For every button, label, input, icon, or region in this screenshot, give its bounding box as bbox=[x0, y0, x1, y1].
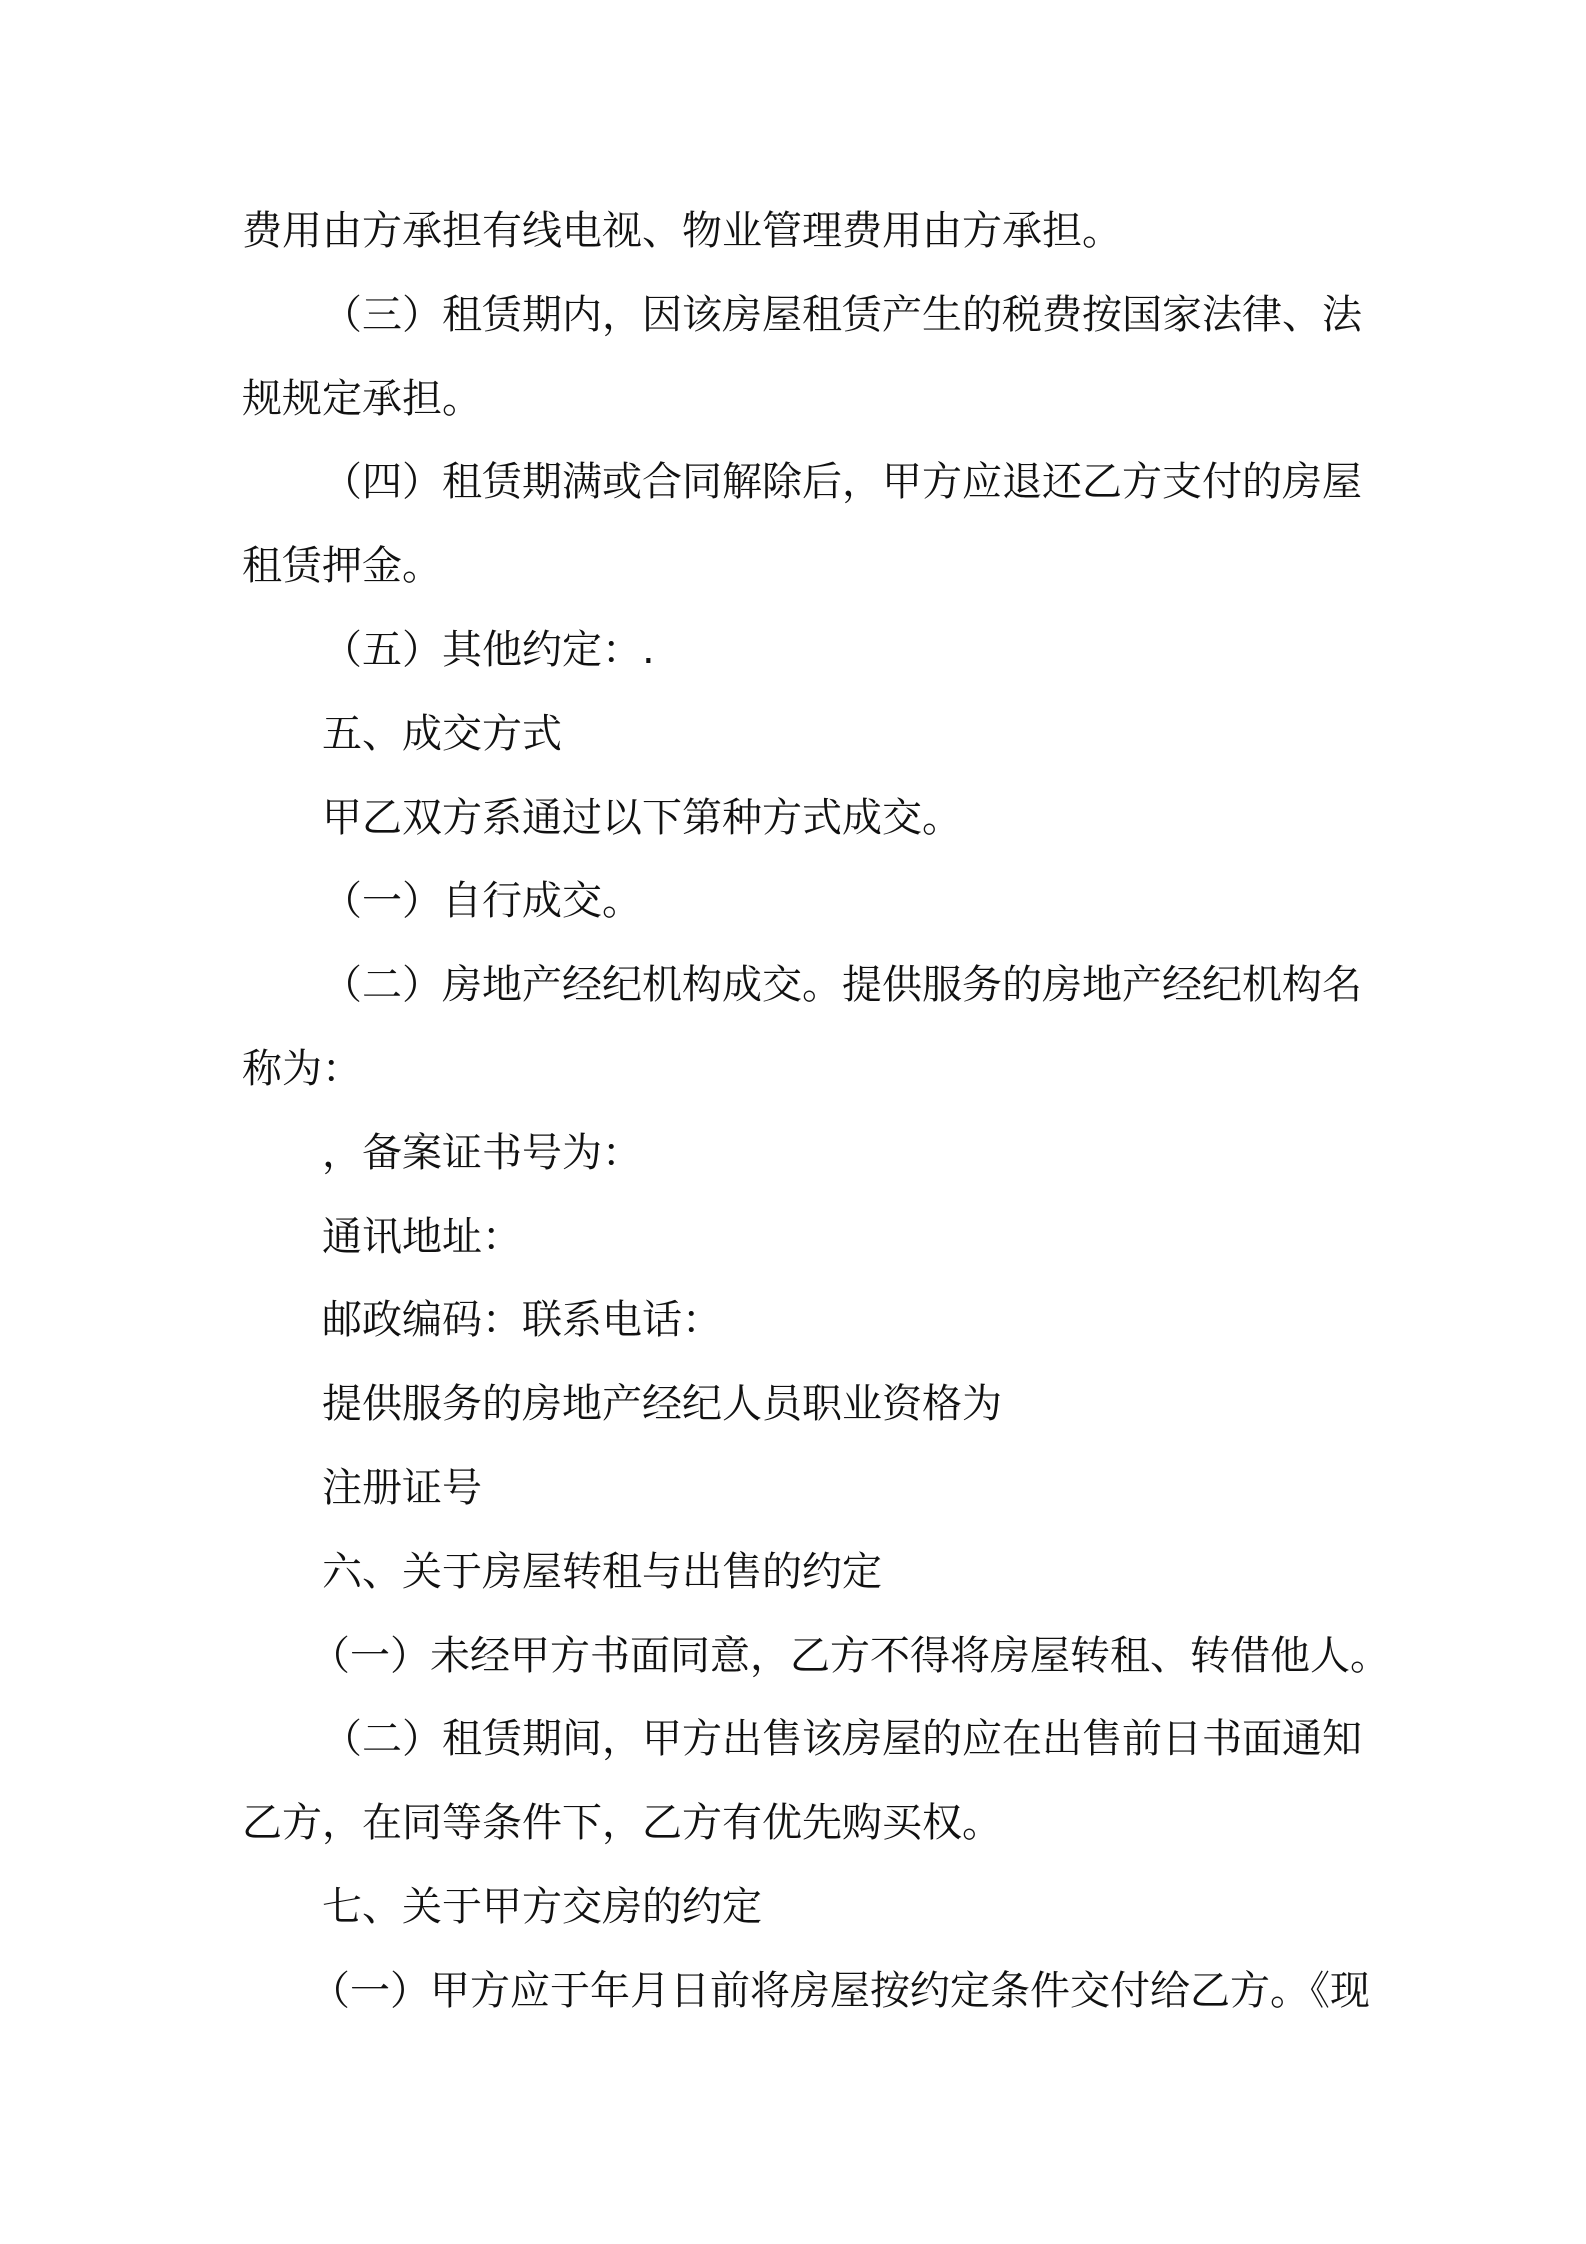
text-line: （五）其他约定：. bbox=[322, 626, 655, 673]
text-line: 邮政编码：联系电话： bbox=[322, 1297, 722, 1344]
text-line: 租赁押金。 bbox=[242, 543, 442, 590]
text-line: （四）租赁期满或合同解除后，甲方应退还乙方支付的房屋 bbox=[322, 459, 1362, 506]
text-line: （三）租赁期内，因该房屋租赁产生的税费按国家法律、法 bbox=[322, 291, 1362, 338]
text-line: ，备案证书号为： bbox=[322, 1129, 642, 1176]
text-line: （一）自行成交。 bbox=[322, 878, 642, 925]
text-line: 提供服务的房地产经纪人员职业资格为 bbox=[322, 1381, 1002, 1428]
document-body bbox=[242, 190, 1390, 2034]
text-line: 通讯地址： bbox=[322, 1213, 522, 1260]
section-heading: 五、成交方式 bbox=[322, 710, 562, 757]
section-heading: 七、关于甲方交房的约定 bbox=[322, 1883, 762, 1930]
text-line: （二）租赁期间，甲方出售该房屋的应在出售前日书面通知 bbox=[322, 1716, 1362, 1763]
text-line: （一）甲方应于年月日前将房屋按约定条件交付给乙方。《现 bbox=[310, 1967, 1370, 2014]
text-line: 乙方，在同等条件下，乙方有优先购买权。 bbox=[242, 1800, 1002, 1847]
text-line: 甲乙双方系通过以下第种方式成交。 bbox=[322, 794, 962, 841]
text-line: 称为： bbox=[242, 1045, 362, 1092]
text-line: 注册证号 bbox=[322, 1464, 482, 1511]
section-heading: 六、关于房屋转租与出售的约定 bbox=[322, 1548, 882, 1595]
text-line: （一）未经甲方书面同意，乙方不得将房屋转租、转借他人。 bbox=[310, 1632, 1390, 1679]
text-line: （二）房地产经纪机构成交。提供服务的房地产经纪机构名 bbox=[322, 962, 1362, 1009]
text-line: 规规定承担。 bbox=[242, 375, 482, 422]
text-line: 费用由方承担有线电视、物业管理费用由方承担。 bbox=[242, 208, 1122, 254]
